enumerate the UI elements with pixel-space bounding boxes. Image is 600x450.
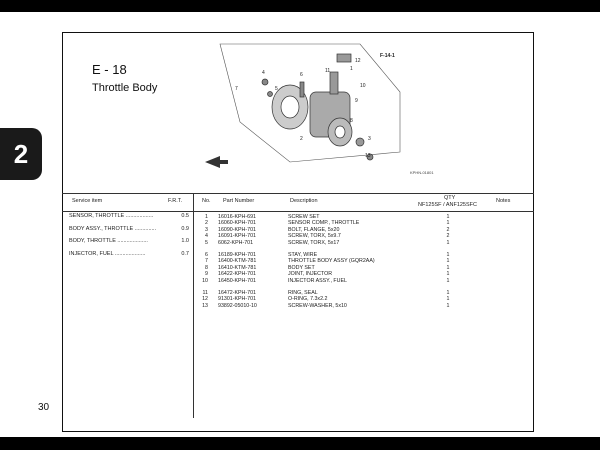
- part-no: 7: [205, 258, 208, 265]
- part-desc: SCREW-WASHER, 5x10: [288, 302, 347, 309]
- service-item: SENSOR, THROTTLE ..................: [69, 213, 154, 219]
- part-no: 8: [205, 264, 208, 271]
- page-number: 30: [38, 402, 50, 413]
- service-frt: 0.9: [181, 225, 189, 232]
- part-desc: SCREW SET: [288, 214, 320, 220]
- service-item-table: [69, 213, 189, 263]
- part-no: 2: [205, 220, 208, 227]
- parts-header-no: No.: [202, 198, 211, 204]
- callout-5: 5: [275, 86, 278, 92]
- part-no: 11: [202, 289, 208, 296]
- part-desc: JOINT, INJECTOR: [288, 271, 333, 278]
- part-number: 16189-KPH-701: [218, 251, 256, 258]
- part-number: 16091-KPH-701: [218, 233, 256, 240]
- parts-header-notes: Notes: [496, 198, 511, 204]
- part-no: 4: [205, 233, 208, 240]
- left-header-frt: F.R.T.: [168, 198, 183, 204]
- callout-10: 10: [360, 83, 366, 89]
- service-row: [69, 226, 189, 239]
- table-split-rule: [193, 193, 194, 418]
- part-desc: THROTTLE BODY ASSY (GQR2AA): [288, 258, 375, 265]
- service-frt: 1.0: [181, 238, 189, 244]
- part-number: 16090-KPH-701: [218, 226, 256, 233]
- callout-12: 12: [355, 58, 361, 64]
- part-desc: SCREW, TORX, 5x9.7: [288, 233, 341, 240]
- exploded-diagram: [200, 32, 440, 187]
- part-qty: 1: [446, 251, 450, 258]
- part-desc: O-RING, 7.3x2.2: [288, 296, 328, 303]
- part-number: 16472-KPH-701: [218, 289, 256, 296]
- callout-13: 13: [365, 153, 371, 159]
- part-qty: 1: [446, 264, 450, 271]
- part-no: 6: [205, 251, 208, 258]
- callout-3: 3: [368, 136, 371, 142]
- callout-7: 7: [235, 86, 238, 92]
- part-desc: RING, SEAL: [288, 289, 318, 296]
- part-number: 93892-05010-10: [218, 302, 257, 309]
- table-row: [196, 278, 458, 284]
- part-qty: 1: [446, 239, 450, 246]
- part-qty: 1: [446, 277, 450, 284]
- service-item: BODY, THROTTLE ....................: [69, 238, 148, 244]
- part-number: 16422-KPH-701: [218, 271, 256, 278]
- service-row: [69, 238, 189, 251]
- callout-11: 11: [325, 68, 331, 74]
- parts-header-qty: QTY: [444, 195, 456, 201]
- part-qty: 1: [446, 220, 450, 227]
- part-number: 6062-KPH-701: [218, 239, 254, 246]
- part-no: 1: [205, 214, 208, 220]
- table-row: [196, 240, 458, 246]
- table-row: [196, 303, 458, 309]
- part-number: 16060-KPH-701: [218, 220, 256, 227]
- part-number: 16450-KPH-701: [218, 277, 256, 284]
- callout-9: 9: [355, 98, 358, 104]
- part-no: 3: [205, 226, 208, 233]
- table-top-rule: [62, 193, 534, 194]
- left-header-item: Service item: [72, 198, 103, 204]
- figure-title: Throttle Body: [92, 82, 158, 94]
- part-number: 91301-KPH-701: [218, 296, 256, 303]
- callout-8: 8: [350, 118, 353, 124]
- section-tab-label: 2: [13, 138, 29, 169]
- part-number: 16016-KPH-691: [218, 214, 256, 220]
- part-no: 12: [202, 296, 208, 303]
- service-item: INJECTOR, FUEL ....................: [69, 250, 146, 257]
- part-no: 9: [205, 271, 208, 278]
- part-qty: 2: [446, 226, 450, 233]
- service-item: BODY ASSY., THROTTLE ..............: [69, 225, 157, 232]
- callout-2: 2: [300, 136, 303, 142]
- part-number: 16400-KTM-781: [218, 258, 257, 265]
- throttle-body-drawing: [262, 54, 373, 160]
- part-no: 5: [205, 239, 208, 246]
- parts-header-model: NF125SF / ANF125SFC: [418, 202, 477, 208]
- front-arrow-icon: [205, 156, 228, 168]
- part-qty: 1: [446, 289, 450, 296]
- diagram-ref: KPHN-01801: [410, 170, 434, 175]
- part-desc: STAY, WIRE: [288, 251, 318, 258]
- callout-ref: F-14-1: [380, 53, 395, 59]
- service-row: [69, 251, 189, 264]
- service-row: [69, 213, 189, 226]
- part-qty: 1: [446, 302, 450, 309]
- part-qty: 1: [446, 271, 450, 278]
- part-desc: BOLT, FLANGE, 5x20: [288, 226, 340, 233]
- part-desc: SENSOR COMP., THROTTLE: [288, 220, 360, 227]
- part-number: 16410-KTM-781: [218, 264, 257, 271]
- section-tab: [0, 128, 42, 180]
- part-qty: 1: [446, 296, 450, 303]
- callout-1: 1: [350, 66, 353, 72]
- part-qty: 1: [446, 258, 450, 265]
- part-desc: SCREW, TORX, 5x17: [288, 239, 340, 246]
- parts-table: [196, 214, 458, 309]
- part-qty: 2: [446, 233, 450, 240]
- service-frt: 0.7: [181, 250, 189, 257]
- part-no: 10: [202, 277, 208, 284]
- callout-4: 4: [262, 70, 265, 76]
- part-no: 13: [202, 302, 208, 309]
- part-desc: BODY SET: [288, 264, 315, 271]
- parts-header-desc: Description: [290, 198, 318, 204]
- part-desc: INJECTOR ASSY., FUEL: [288, 277, 347, 284]
- callout-6: 6: [300, 72, 303, 78]
- part-qty: 1: [446, 214, 450, 220]
- service-frt: 0.5: [181, 213, 189, 219]
- figure-code: E - 18: [92, 62, 127, 77]
- parts-header-pn: Part Number: [223, 198, 255, 204]
- table-header-rule: [62, 211, 534, 212]
